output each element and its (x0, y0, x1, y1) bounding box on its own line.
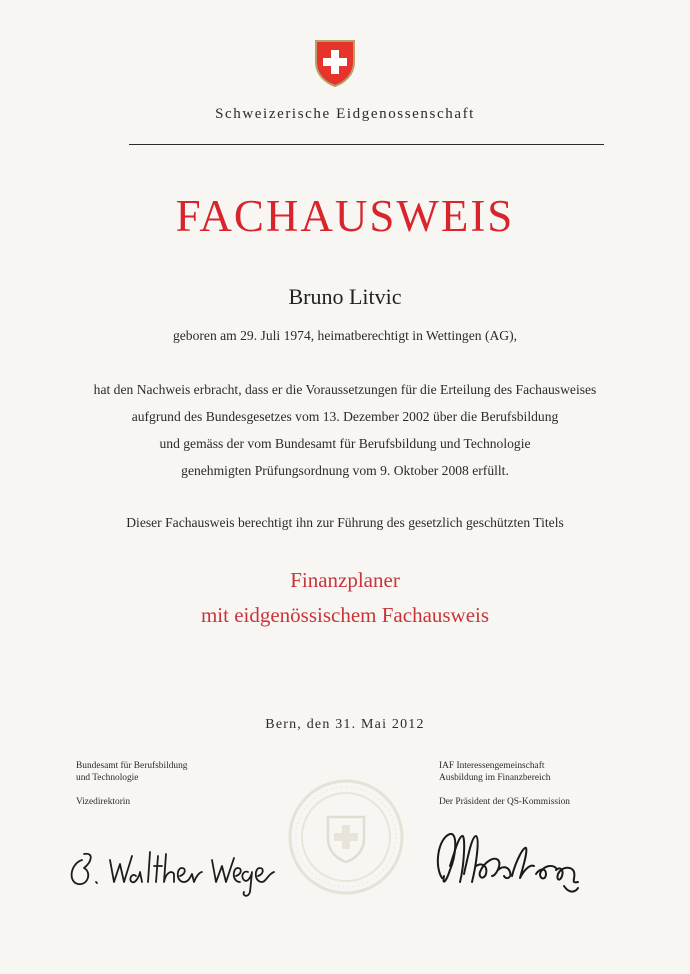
left-organization-line: Bundesamt für Berufsbildung (76, 761, 188, 771)
holder-name: Bruno Litvic (288, 284, 402, 309)
statement-line: aufgrund des Bundesgesetzes vom 13. Dezember 2002 über die Berufsbildung (131, 409, 559, 424)
protected-title: Finanzplaner (290, 568, 400, 592)
place-and-date: Bern, den 31. Mai 2012 (265, 717, 425, 732)
birth-line: geboren am 29. Juli 1974, heimatberechtigt in Wettingen (AG), (172, 328, 518, 343)
right-organization (439, 761, 659, 784)
left-signatory-role: Vizedirektorin (76, 797, 131, 807)
embossed-federal-seal-icon (286, 777, 406, 897)
left-signature (62, 842, 277, 902)
left-organization (76, 761, 276, 784)
header-divider (129, 144, 604, 145)
swiss-cross-shield-icon (313, 38, 357, 88)
right-organization-line: IAF Interessengemeinschaft (439, 761, 545, 771)
left-organization-line: und Technologie (76, 772, 139, 783)
right-signatory-role: Der Präsident der QS-Kommission (439, 797, 570, 807)
right-signature (428, 826, 590, 902)
statement-line: genehmigten Prüfungsordnung vom 9. Oktober 2008 erfüllt. (181, 463, 509, 478)
right-organization-line: Ausbildung im Finanzbereich (439, 772, 551, 783)
statement-line: und gemäss der vom Bundesamt für Berufsbildung und Technologie (159, 436, 531, 451)
certificate-title: FACHAUSWEIS (175, 191, 515, 241)
authorization-line: Dieser Fachausweis berechtigt ihn zur Führung des gesetzlich geschützten Titels (126, 515, 564, 530)
issuing-authority: Schweizerische Eidgenossenschaft (215, 106, 475, 122)
protected-title-suffix: mit eidgenössischem Fachausweis (200, 603, 490, 627)
statement-line: hat den Nachweis erbracht, dass er die Voraussetzungen für die Erteilung des Fachausweises (93, 382, 597, 397)
